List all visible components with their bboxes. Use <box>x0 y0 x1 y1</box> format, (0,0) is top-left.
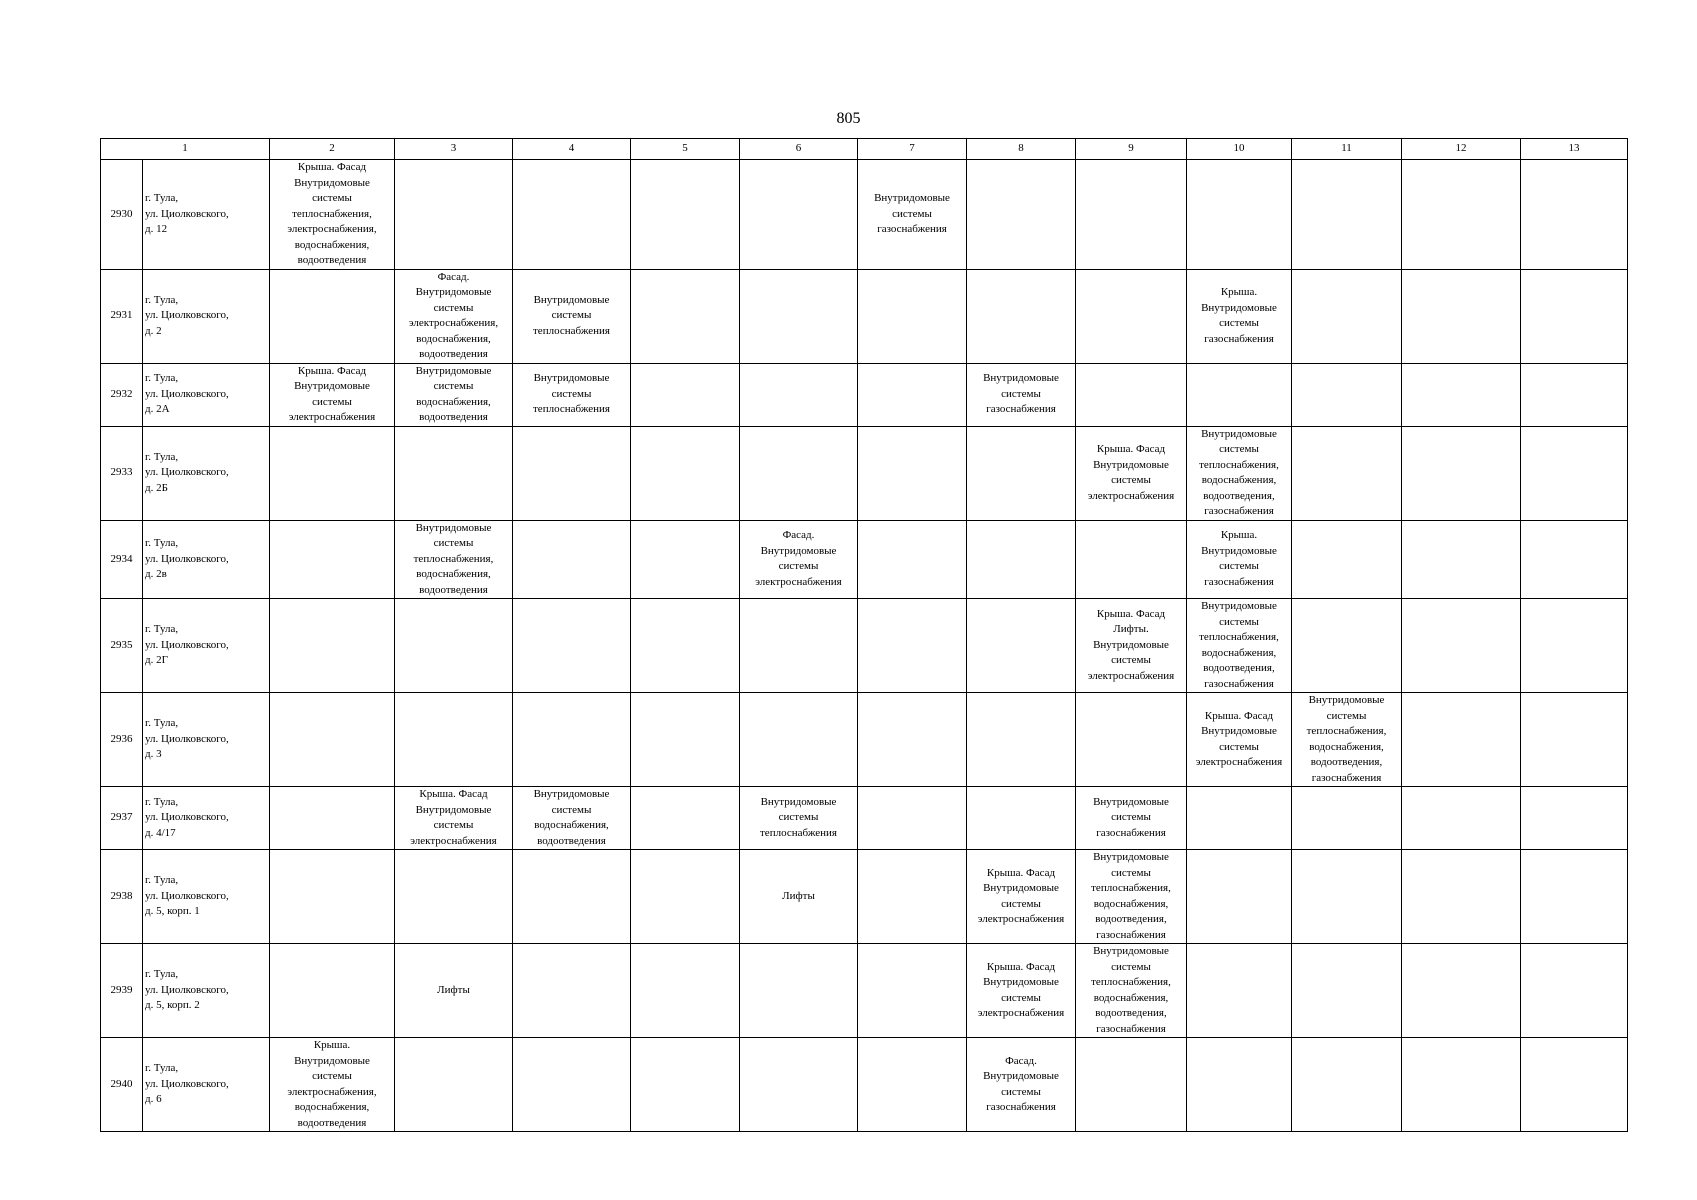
table-row <box>101 850 1628 944</box>
work-cell <box>631 363 740 426</box>
work-cell <box>1521 426 1628 520</box>
work-cell <box>631 1038 740 1132</box>
work-cell <box>967 944 1076 1038</box>
work-cell <box>631 520 740 599</box>
address-cell <box>143 599 270 693</box>
work-text: Внутридомовые системы теплоснабжения, водоснабжения, водоотведения, газоснабжения <box>1306 694 1387 784</box>
work-cell <box>395 1038 513 1132</box>
work-cell <box>1076 269 1187 363</box>
work-text: Внутридомовые системы газоснабжения <box>874 192 950 235</box>
address-text: г. Тула, ул. Циолковского, д. 6 <box>145 1062 229 1106</box>
work-cell <box>631 269 740 363</box>
work-cell <box>513 520 631 599</box>
work-cell <box>1521 787 1628 850</box>
work-cell <box>1187 426 1292 520</box>
work-cell <box>858 599 967 693</box>
work-cell <box>1076 1038 1187 1132</box>
work-cell <box>395 426 513 520</box>
work-cell <box>1521 850 1628 944</box>
work-text: Крыша. Фасад Внутридомовые системы электроснабжения <box>977 960 1065 1019</box>
table-row <box>101 520 1628 599</box>
work-cell <box>967 520 1076 599</box>
work-cell <box>1076 850 1187 944</box>
work-cell <box>1187 599 1292 693</box>
work-text: Внутридомовые системы теплоснабжения, водоснабжения, водоотведения, газоснабжения <box>1199 600 1279 690</box>
work-cell <box>1292 693 1402 787</box>
column-header: 10 <box>1187 139 1292 160</box>
work-cell <box>1521 269 1628 363</box>
work-cell <box>1402 850 1521 944</box>
work-cell <box>1292 850 1402 944</box>
work-cell <box>740 693 858 787</box>
work-cell <box>1521 160 1628 270</box>
work-cell <box>1402 944 1521 1038</box>
work-cell <box>513 426 631 520</box>
address-cell <box>143 426 270 520</box>
work-cell <box>858 850 967 944</box>
work-text: Фасад. Внутридомовые системы электроснабжения, водоснабжения, водоотведения <box>408 270 499 360</box>
work-cell <box>1076 693 1187 787</box>
work-cell <box>1292 1038 1402 1132</box>
column-header: 9 <box>1076 139 1187 160</box>
work-cell <box>395 850 513 944</box>
work-cell <box>967 787 1076 850</box>
work-cell <box>740 599 858 693</box>
work-cell <box>967 363 1076 426</box>
column-header: 5 <box>631 139 740 160</box>
work-text: Лифты <box>782 889 815 902</box>
work-cell <box>740 160 858 270</box>
work-cell <box>1076 426 1187 520</box>
page-number: 805 <box>836 110 861 127</box>
address-text: г. Тула, ул. Циолковского, д. 3 <box>145 717 229 761</box>
table-row <box>101 693 1628 787</box>
table-row <box>101 269 1628 363</box>
column-header: 12 <box>1402 139 1521 160</box>
work-cell <box>858 426 967 520</box>
table-body <box>101 160 1628 1132</box>
work-cell <box>740 426 858 520</box>
work-text: Лифты <box>437 983 470 996</box>
work-cell <box>1402 160 1521 270</box>
row-number-cell: 2931 <box>101 269 143 363</box>
work-cell <box>270 850 395 944</box>
work-cell <box>1292 269 1402 363</box>
work-cell <box>1402 693 1521 787</box>
work-cell <box>631 944 740 1038</box>
work-text: Крыша. Внутридомовые системы газоснабжения <box>1201 529 1277 588</box>
work-cell <box>858 160 967 270</box>
work-cell <box>395 520 513 599</box>
work-cell <box>1292 787 1402 850</box>
table-row <box>101 599 1628 693</box>
work-cell <box>513 787 631 850</box>
work-cell <box>631 160 740 270</box>
work-cell <box>395 363 513 426</box>
address-cell <box>143 1038 270 1132</box>
work-cell <box>513 850 631 944</box>
work-cell <box>740 850 858 944</box>
address-text: г. Тула, ул. Циолковского, д. 5, корп. 1 <box>145 874 229 918</box>
work-cell <box>270 363 395 426</box>
address-text: г. Тула, ул. Циолковского, д. 2в <box>145 537 229 580</box>
row-number-cell: 2938 <box>101 850 143 944</box>
work-cell <box>631 787 740 850</box>
row-number-cell: 2940 <box>101 1038 143 1132</box>
work-text: Внутридомовые системы теплоснабжения <box>760 795 837 839</box>
work-text: Крыша. Фасад Внутридомовые системы электроснабжения <box>410 788 497 847</box>
work-cell <box>858 363 967 426</box>
work-text: Крыша. Фасад Внутридомовые системы электроснабжения <box>1087 443 1175 502</box>
work-cell <box>1187 1038 1292 1132</box>
row-number-cell: 2939 <box>101 944 143 1038</box>
work-cell <box>740 944 858 1038</box>
work-cell <box>1187 787 1292 850</box>
work-cell <box>1292 160 1402 270</box>
work-cell <box>1402 599 1521 693</box>
work-cell <box>395 787 513 850</box>
work-cell <box>270 520 395 599</box>
address-cell <box>143 520 270 599</box>
work-cell <box>270 599 395 693</box>
work-cell <box>1076 944 1187 1038</box>
work-cell <box>395 599 513 693</box>
address-text: г. Тула, ул. Циолковского, д. 12 <box>145 192 229 235</box>
work-text: Крыша. Фасад Лифты. Внутридомовые системы электроснабжения <box>1087 607 1175 682</box>
work-cell <box>1187 269 1292 363</box>
work-cell <box>1292 426 1402 520</box>
work-cell <box>1402 1038 1521 1132</box>
table-row <box>101 426 1628 520</box>
address-text: г. Тула, ул. Циолковского, д. 5, корп. 2 <box>145 968 229 1012</box>
row-number-cell: 2933 <box>101 426 143 520</box>
work-text: Внутридомовые системы теплоснабжения, водоснабжения, водоотведения, газоснабжения <box>1091 851 1171 941</box>
address-cell <box>143 160 270 270</box>
address-text: г. Тула, ул. Циолковского, д. 2А <box>145 372 229 416</box>
row-number-cell: 2936 <box>101 693 143 787</box>
work-cell <box>858 787 967 850</box>
work-text: Внутридомовые системы теплоснабжения <box>533 372 610 416</box>
work-cell <box>631 599 740 693</box>
work-cell <box>513 944 631 1038</box>
work-cell <box>1076 787 1187 850</box>
work-cell <box>270 944 395 1038</box>
work-cell <box>1292 599 1402 693</box>
work-cell <box>1292 363 1402 426</box>
address-text: г. Тула, ул. Циолковского, д. 2Г <box>145 623 229 667</box>
work-cell <box>1187 363 1292 426</box>
work-cell <box>1292 520 1402 599</box>
row-number-cell: 2932 <box>101 363 143 426</box>
work-cell <box>395 693 513 787</box>
work-cell <box>270 787 395 850</box>
work-cell <box>740 520 858 599</box>
work-cell <box>967 599 1076 693</box>
work-text: Внутридомовые системы газоснабжения <box>1093 795 1169 839</box>
work-cell <box>1521 1038 1628 1132</box>
work-cell <box>967 1038 1076 1132</box>
address-cell <box>143 787 270 850</box>
column-header: 3 <box>395 139 513 160</box>
work-cell <box>858 693 967 787</box>
work-text: Внутридомовые системы водоснабжения, водоотведения <box>533 788 610 847</box>
row-number-cell: 2935 <box>101 599 143 693</box>
work-cell <box>858 269 967 363</box>
work-text: Фасад. Внутридомовые системы газоснабжения <box>983 1054 1059 1113</box>
work-cell <box>1521 944 1628 1038</box>
work-cell <box>270 693 395 787</box>
work-cell <box>1076 160 1187 270</box>
address-text: г. Тула, ул. Циолковского, д. 2 <box>145 293 229 337</box>
work-cell <box>967 693 1076 787</box>
work-cell <box>1292 944 1402 1038</box>
work-cell <box>1076 520 1187 599</box>
address-text: г. Тула, ул. Циолковского, д. 4/17 <box>145 795 229 839</box>
work-cell <box>740 1038 858 1132</box>
work-text: Внутридомовые системы теплоснабжения, водоснабжения, водоотведения, газоснабжения <box>1199 427 1279 517</box>
work-cell <box>1187 160 1292 270</box>
work-cell <box>967 269 1076 363</box>
work-cell <box>513 1038 631 1132</box>
work-cell <box>631 426 740 520</box>
address-cell <box>143 850 270 944</box>
work-text: Крыша. Фасад Внутридомовые системы электроснабжения <box>1195 709 1283 768</box>
work-cell <box>1187 520 1292 599</box>
work-text: Крыша. Внутридомовые системы электроснабжения, водоснабжения, водоотведения <box>287 1039 377 1129</box>
column-header: 1 <box>101 139 270 160</box>
column-header: 13 <box>1521 139 1628 160</box>
work-cell <box>395 269 513 363</box>
table-row <box>101 363 1628 426</box>
work-cell <box>270 160 395 270</box>
work-text: Внутридомовые системы газоснабжения <box>983 372 1059 416</box>
work-cell <box>1402 363 1521 426</box>
work-cell <box>395 944 513 1038</box>
work-cell <box>740 363 858 426</box>
work-cell <box>270 1038 395 1132</box>
column-header: 8 <box>967 139 1076 160</box>
work-cell <box>270 426 395 520</box>
address-cell <box>143 363 270 426</box>
work-cell <box>1521 520 1628 599</box>
work-text: Фасад. Внутридомовые системы электроснабжения <box>755 529 842 588</box>
work-cell <box>1521 363 1628 426</box>
address-cell <box>143 944 270 1038</box>
work-cell <box>1402 520 1521 599</box>
work-text: Внутридомовые системы теплоснабжения, водоснабжения, водоотведения <box>413 521 494 596</box>
work-cell <box>1521 599 1628 693</box>
address-cell <box>143 269 270 363</box>
capital-repair-schedule-table <box>100 138 1628 1132</box>
work-text: Крыша. Фасад Внутридомовые системы электроснабжения <box>288 364 376 423</box>
column-header: 11 <box>1292 139 1402 160</box>
work-cell <box>1521 693 1628 787</box>
address-cell <box>143 693 270 787</box>
work-cell <box>967 160 1076 270</box>
work-cell <box>631 693 740 787</box>
work-cell <box>270 269 395 363</box>
work-cell <box>1076 363 1187 426</box>
work-cell <box>513 160 631 270</box>
column-header: 2 <box>270 139 395 160</box>
table-row <box>101 944 1628 1038</box>
work-cell <box>1076 599 1187 693</box>
work-cell <box>967 850 1076 944</box>
work-text: Внутридомовые системы теплоснабжения, водоснабжения, водоотведения, газоснабжения <box>1091 945 1171 1035</box>
work-cell <box>740 269 858 363</box>
work-cell <box>1402 269 1521 363</box>
work-text: Крыша. Внутридомовые системы газоснабжения <box>1201 286 1277 345</box>
row-number-cell: 2930 <box>101 160 143 270</box>
work-cell <box>1187 693 1292 787</box>
work-cell <box>740 787 858 850</box>
table-row <box>101 787 1628 850</box>
column-header: 4 <box>513 139 631 160</box>
work-text: Внутридомовые системы теплоснабжения <box>533 293 610 337</box>
work-cell <box>513 363 631 426</box>
work-text: Внутридомовые системы водоснабжения, водоотведения <box>415 364 492 423</box>
work-cell <box>858 520 967 599</box>
column-header: 6 <box>740 139 858 160</box>
table-row <box>101 160 1628 270</box>
work-cell <box>1402 426 1521 520</box>
work-cell <box>513 599 631 693</box>
work-cell <box>858 1038 967 1132</box>
work-cell <box>1187 850 1292 944</box>
row-number-cell: 2937 <box>101 787 143 850</box>
column-number-row <box>101 139 1628 160</box>
table-row <box>101 1038 1628 1132</box>
work-text: Крыша. Фасад Внутридомовые системы теплоснабжения, электроснабжения, водоснабжения, водоотведения <box>287 161 377 266</box>
address-text: г. Тула, ул. Циолковского, д. 2Б <box>145 450 229 494</box>
work-cell <box>858 944 967 1038</box>
work-cell <box>967 426 1076 520</box>
work-cell <box>1187 944 1292 1038</box>
work-text: Крыша. Фасад Внутридомовые системы электроснабжения <box>977 866 1065 925</box>
work-cell <box>395 160 513 270</box>
work-cell <box>513 269 631 363</box>
work-cell <box>631 850 740 944</box>
row-number-cell: 2934 <box>101 520 143 599</box>
column-header: 7 <box>858 139 967 160</box>
work-cell <box>513 693 631 787</box>
work-cell <box>1402 787 1521 850</box>
